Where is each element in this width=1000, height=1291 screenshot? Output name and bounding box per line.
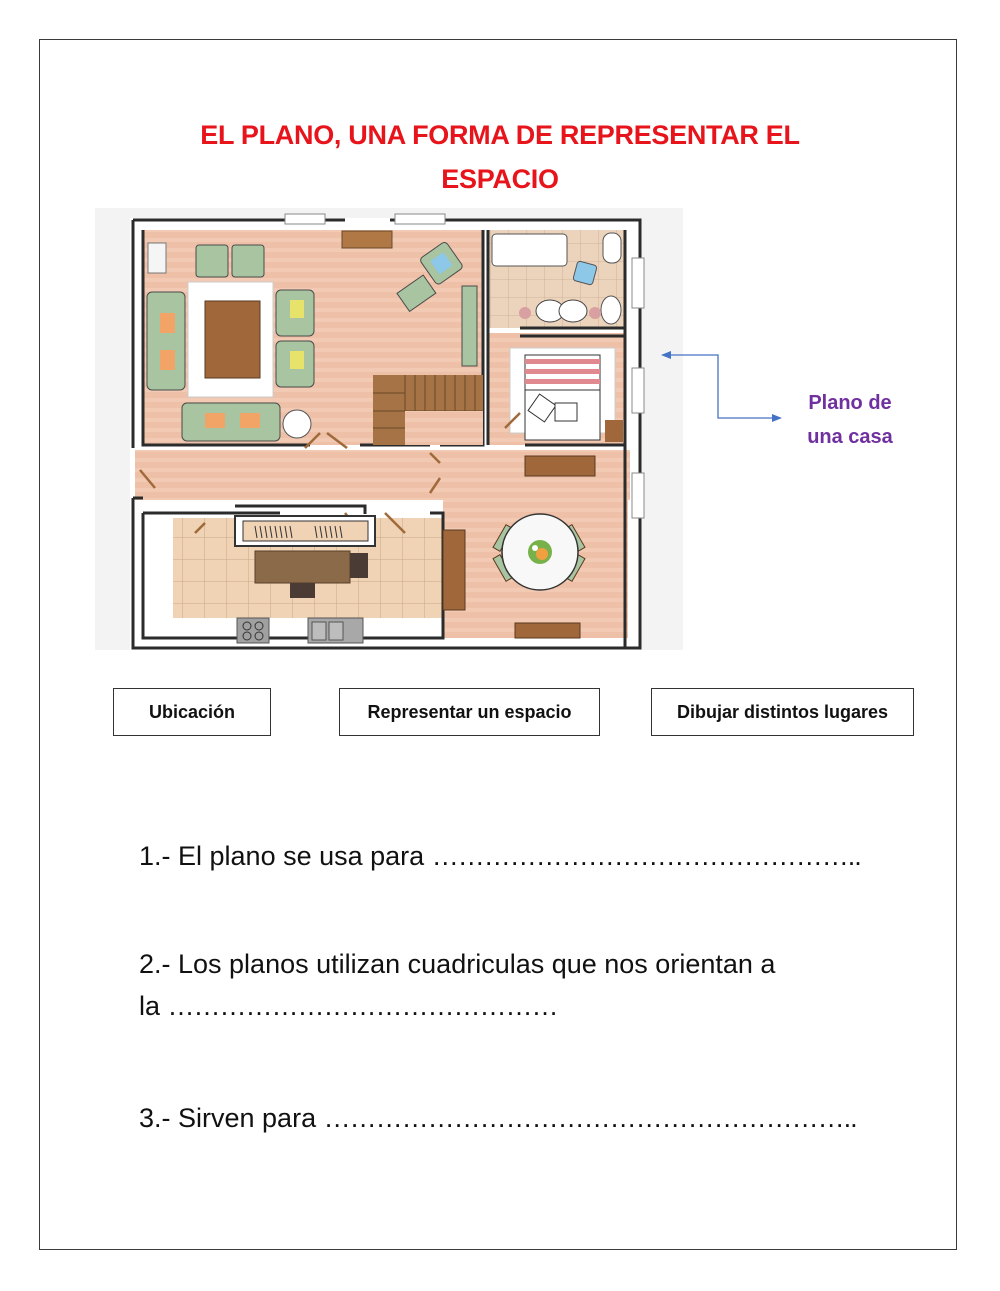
question-2-continuation [139,986,558,1026]
callout-arrow-icon [655,345,795,430]
worksheet-title-line1: EL PLANO, UNA FORMA DE REPRESENTAR EL [200,120,800,150]
callout-label-line2: una casa [807,426,893,448]
callout-label-line1: Plano de [808,392,892,414]
option-representar-un-espacio[interactable]: Representar un espacio [339,688,600,736]
house-floor-plan-image [95,208,683,650]
question-1-prompt: 1.- El plano se usa para [139,841,425,871]
question-3-prompt: 3.- Sirven para [139,1103,317,1133]
question-2-blank[interactable]: ……………………………………… [167,991,558,1021]
question-2-prompt: 2.- Los planos utilizan cuadriculas que nos orientan a [139,949,776,979]
question-1-blank[interactable]: ………………………………………….. [431,841,861,871]
question-2-prompt-cont: la [139,991,161,1021]
option-dibujar-distintos-lugares[interactable]: Dibujar distintos lugares [651,688,914,736]
question-3-blank[interactable]: …………………………………………………….. [323,1103,857,1133]
question-2 [139,944,775,984]
worksheet-title-line2: ESPACIO [441,164,559,194]
question-3 [139,1098,857,1138]
option-ubicacion[interactable]: Ubicación [113,688,271,736]
question-1 [139,836,861,876]
